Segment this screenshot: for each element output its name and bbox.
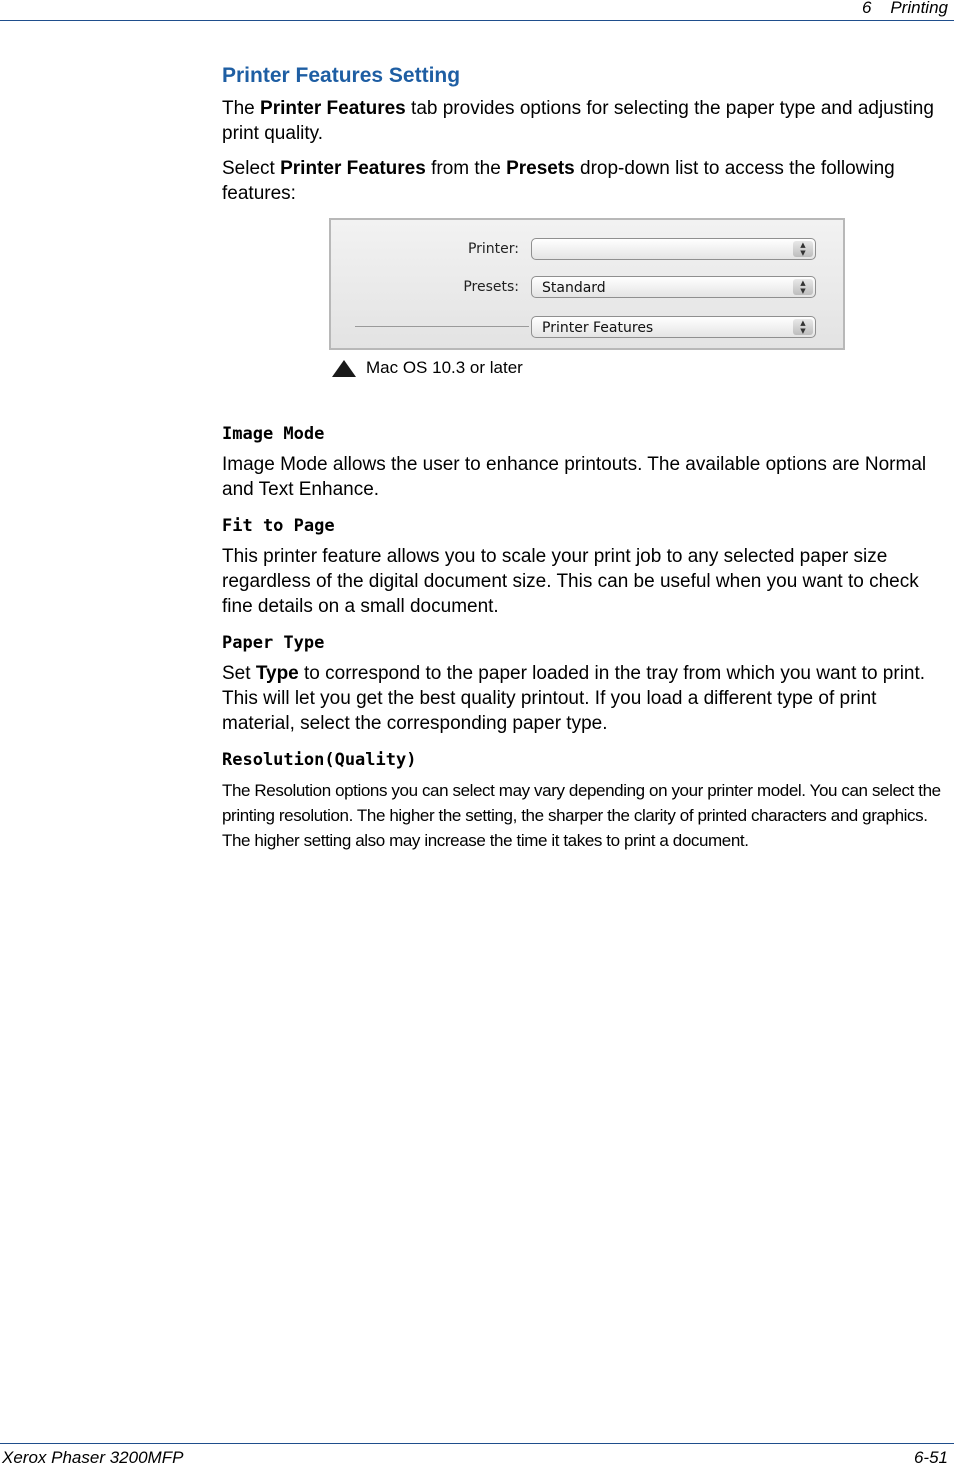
popup-arrows-icon: ▲ ▼ [793, 279, 813, 295]
panel-popup[interactable] [531, 316, 816, 338]
popup-arrows-icon: ▲ ▼ [793, 241, 813, 257]
screenshot-caption [332, 358, 950, 378]
print-dialog-screenshot [329, 218, 845, 350]
intro-paragraph-2: Select Printer Features from the Presets drop-down list to access the following features: [222, 158, 895, 204]
header-rule [0, 20, 954, 21]
panel-popup-value: Printer Features [542, 320, 654, 336]
presets-label: Presets: [463, 279, 519, 295]
heading-resolution: Resolution(Quality) [222, 750, 417, 770]
presets-popup-value: Standard [542, 280, 606, 296]
text-resolution: The Resolution options you can select may vary depending on your printer model. You can select the printing resolution. The higher the setting, the sharper the clarity of printed characters and graphics. The higher setting also may increase the time it takes to print a document. [222, 781, 941, 850]
heading-paper-type: Paper Type [222, 633, 325, 653]
presets-popup[interactable] [531, 276, 816, 298]
printer-label: Printer: [467, 241, 519, 257]
footer-page-number: 6-51 [913, 1448, 948, 1467]
section-title: Printer Features Setting [222, 64, 461, 87]
caption-text: Mac OS 10.3 or later [366, 358, 523, 377]
page-content [222, 64, 950, 853]
text-fit-to-page: This printer feature allows you to scale your print job to any selected paper size regardless of the digital document size. This can be useful when you want to check fine details on a small document. [222, 546, 919, 617]
footer-rule [0, 1443, 954, 1444]
heading-fit-to-page: Fit to Page [222, 516, 335, 536]
footer-product: Xerox Phaser 3200MFP [2, 1448, 184, 1467]
printer-popup[interactable] [531, 238, 816, 260]
intro-paragraph-1: The Printer Features tab provides options for selecting the paper type and adjusting print quality. [222, 98, 934, 144]
popup-arrows-icon: ▲ ▼ [793, 319, 813, 335]
panel-separator [355, 326, 529, 327]
running-header: 6 Printing [862, 0, 948, 17]
text-image-mode: Image Mode allows the user to enhance printouts. The available options are Normal and Text Enhance. [222, 454, 927, 500]
heading-image-mode: Image Mode [222, 424, 325, 444]
text-paper-type: Set Type to correspond to the paper loaded in the tray from which you want to print. This will let you get the best quality printout. If you load a different type of print material, select the corresponding paper type. [222, 663, 926, 734]
caption-triangle-icon [332, 360, 356, 377]
